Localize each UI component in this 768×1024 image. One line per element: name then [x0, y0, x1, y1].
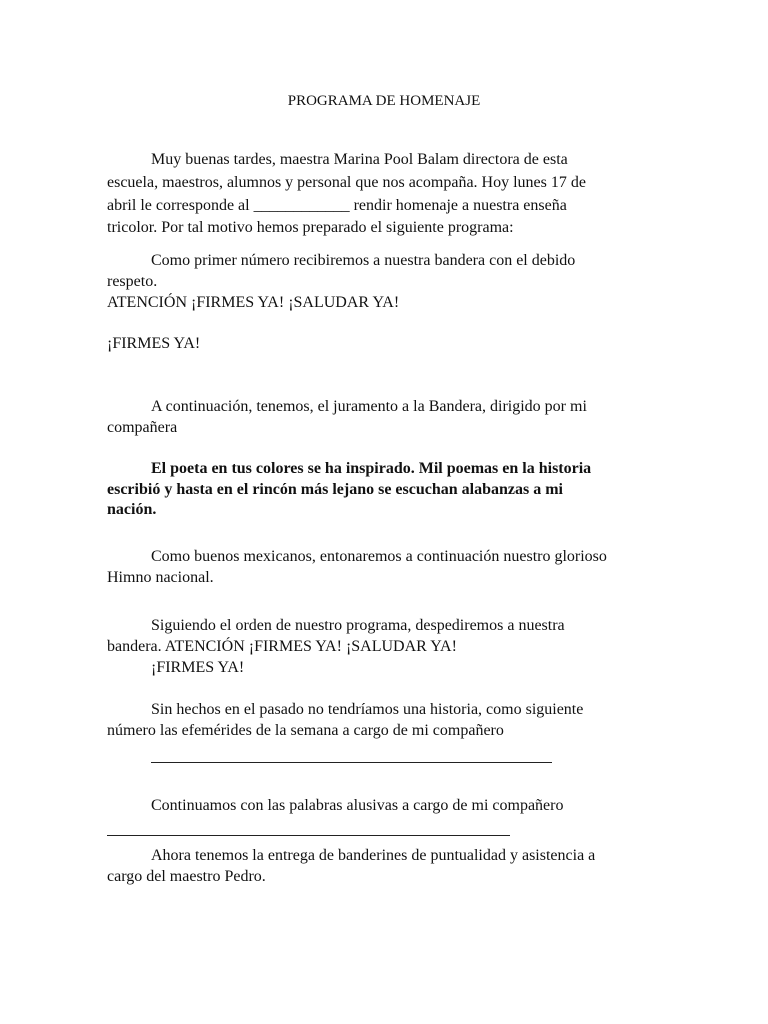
paragraph-line: escuela, maestros, alumnos y personal que nos acompaña. Hoy lunes 17 de: [107, 174, 586, 191]
paragraph-line: ATENCIÓN ¡FIRMES YA! ¡SALUDAR YA!: [107, 294, 400, 311]
paragraph-line: Como primer número recibiremos a nuestra bandera con el debido: [151, 252, 576, 269]
paragraph-line: abril le corresponde al ____________ rendir homenaje a nuestra enseña: [107, 197, 567, 214]
paragraph-line: respeto.: [107, 273, 158, 290]
bold-paragraph-line: escribió y hasta en el rincón más lejano se escuchan alabanzas a mi: [107, 481, 563, 498]
paragraph-line: cargo del maestro Pedro.: [107, 868, 266, 885]
paragraph-line: tricolor. Por tal motivo hemos preparado el siguiente programa:: [107, 219, 514, 236]
bold-paragraph-line: El poeta en tus colores se ha inspirado. Mil poemas en la historia: [151, 460, 592, 477]
paragraph-line: Ahora tenemos la entrega de banderines de puntualidad y asistencia a: [151, 847, 596, 864]
paragraph-line: compañera: [107, 419, 178, 436]
blank-underline: [151, 762, 552, 763]
paragraph-line: número las efemérides de la semana a cargo de mi compañero: [107, 722, 504, 739]
document-title: PROGRAMA DE HOMENAJE: [287, 93, 481, 109]
paragraph-line: ¡FIRMES YA!: [151, 659, 245, 676]
blank-underline: [107, 835, 510, 836]
bold-paragraph-line: nación.: [107, 501, 157, 518]
paragraph-line: Continuamos con las palabras alusivas a cargo de mi compañero: [151, 797, 564, 814]
paragraph-line: ¡FIRMES YA!: [107, 335, 201, 352]
paragraph-line: bandera. ATENCIÓN ¡FIRMES YA! ¡SALUDAR YA!: [107, 638, 457, 655]
paragraph-line: Como buenos mexicanos, entonaremos a continuación nuestro glorioso: [151, 548, 607, 565]
paragraph-line: Siguiendo el orden de nuestro programa, despediremos a nuestra: [151, 617, 565, 634]
paragraph-line: Himno nacional.: [107, 569, 214, 586]
paragraph-line: Muy buenas tardes, maestra Marina Pool Balam directora de esta: [151, 151, 568, 168]
paragraph-line: A continuación, tenemos, el juramento a la Bandera, dirigido por mi: [151, 398, 587, 415]
paragraph-line: Sin hechos en el pasado no tendríamos una historia, como siguiente: [151, 701, 584, 718]
